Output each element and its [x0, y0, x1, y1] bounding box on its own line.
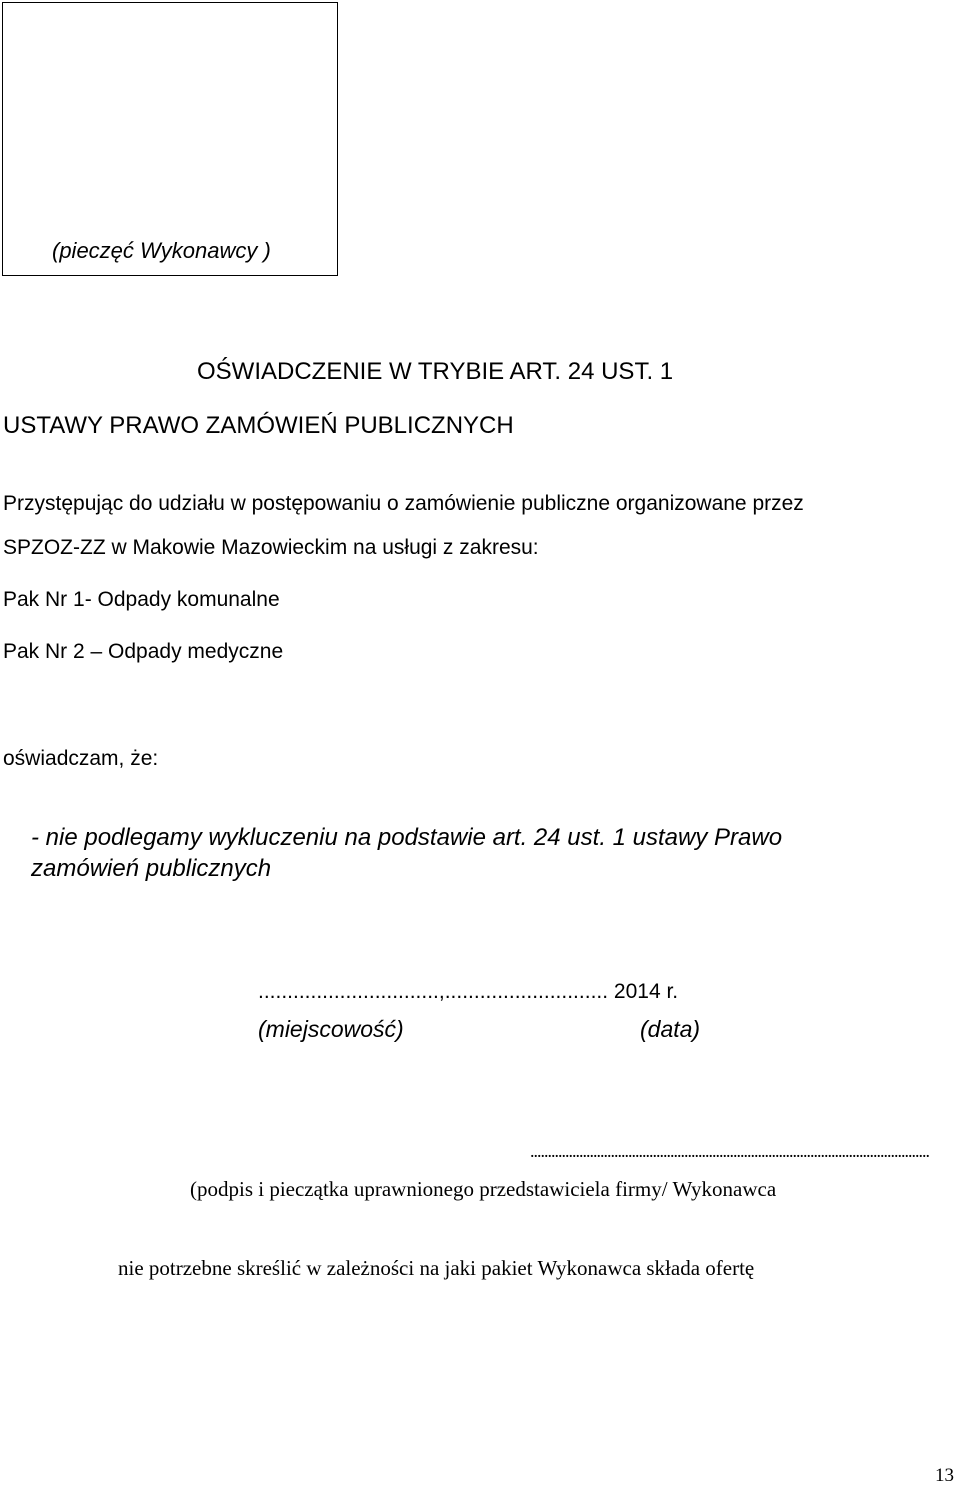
place-label: (miejscowość) — [258, 1016, 404, 1042]
page-number: 13 — [935, 1465, 954, 1486]
date-label: (data) — [640, 1016, 701, 1042]
signature-caption: (podpis i pieczątka uprawnionego przedstawiciela firmy/ Wykonawca — [190, 1177, 777, 1201]
intro-line1: Przystępując do udziału w postępowaniu o zamówienie publiczne organizowane przez — [3, 492, 804, 515]
stamp-caption: (pieczęć Wykonawcy ) — [52, 238, 271, 263]
document-title-line2: USTAWY PRAWO ZAMÓWIEŃ PUBLICZNYCH — [3, 412, 514, 439]
statement-line1: - nie podlegamy wykluczeniu na podstawie art. 24 ust. 1 ustawy Prawo — [31, 824, 783, 851]
signature-dots: .................................................................................................................. — [530, 1141, 929, 1161]
intro-line2: SPZOZ-ZZ w Makowie Mazowieckim na usługi z zakresu: — [3, 536, 539, 559]
statement-line2: zamówień publicznych — [31, 855, 272, 882]
declaration-label: oświadczam, że: — [3, 747, 159, 770]
contractor-stamp-box — [2, 2, 338, 276]
footnote: nie potrzebne skreślić w zależności na jaki pakiet Wykonawca składa ofertę — [118, 1256, 755, 1280]
place-date-fill-line: ...............................,............................ 2014 r. — [258, 980, 679, 1003]
package-item-2: Pak Nr 2 – Odpady medyczne — [3, 640, 284, 663]
package-item-1: Pak Nr 1- Odpady komunalne — [3, 588, 280, 611]
document-title-line1: OŚWIADCZENIE W TRYBIE ART. 24 UST. 1 — [197, 358, 674, 385]
